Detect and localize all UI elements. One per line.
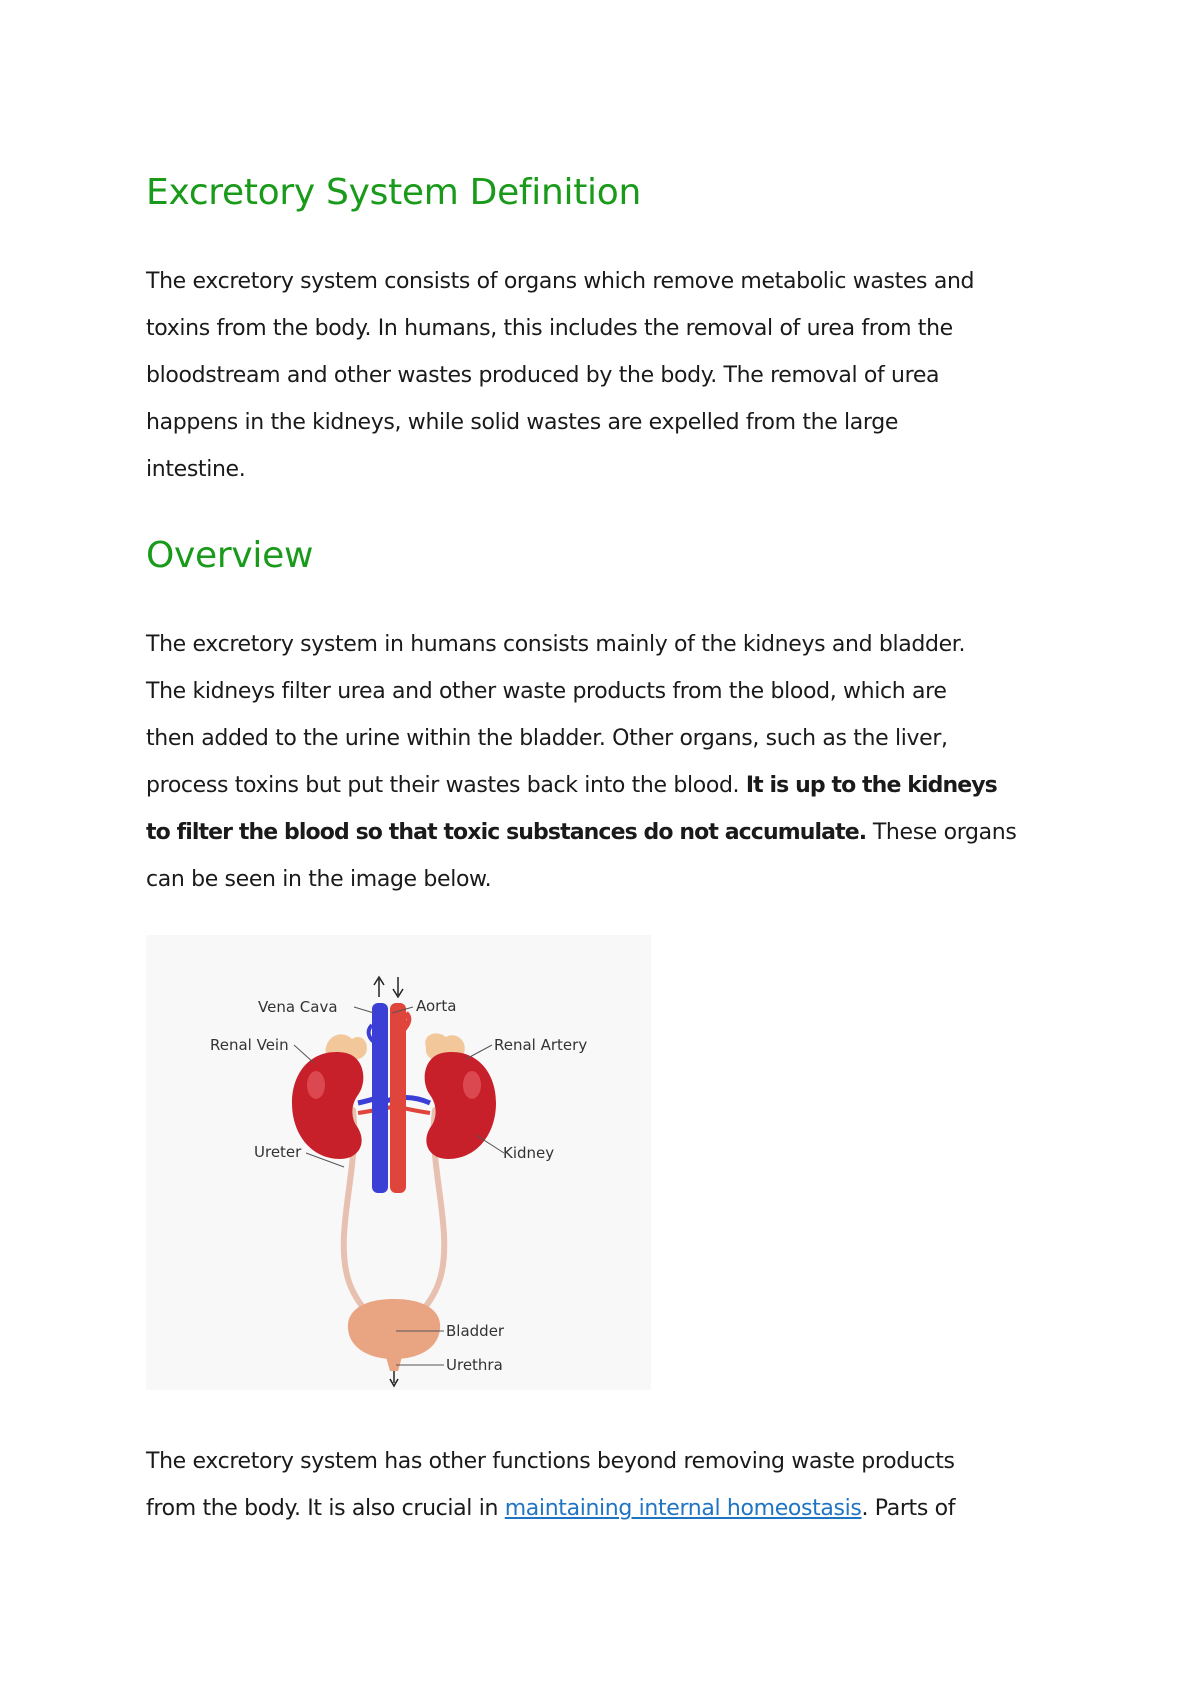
text-line: [146, 809, 1017, 856]
label-vena-cava: Vena Cava: [258, 998, 338, 1016]
text-line: The kidneys filter urea and other waste products from the blood, which are: [146, 679, 947, 704]
text-line: bloodstream and other wastes produced by the body. The removal of urea: [146, 363, 940, 388]
label-kidney: Kidney: [503, 1144, 555, 1162]
heading-definition: Excretory System Definition: [146, 172, 641, 213]
bladder: [348, 1299, 440, 1359]
functions-paragraph: [146, 1438, 955, 1532]
label-renal-vein: Renal Vein: [210, 1036, 289, 1054]
label-aorta: Aorta: [416, 997, 457, 1015]
text-line: intestine.: [146, 457, 246, 482]
text-line: then added to the urine within the bladder. Other organs, such as the liver,: [146, 726, 948, 751]
homeostasis-link[interactable]: maintaining internal homeostasis: [504, 1496, 862, 1521]
label-renal-artery: Renal Artery: [494, 1036, 588, 1054]
urethra: [386, 1357, 402, 1371]
label-ureter: Ureter: [254, 1143, 302, 1161]
definition-paragraph: [146, 258, 974, 493]
bold-emphasis: to filter the blood so that toxic substances do not accumulate.: [146, 820, 867, 845]
text-line: The excretory system has other functions beyond removing waste products: [146, 1449, 955, 1474]
text-line: The excretory system consists of organs which remove metabolic wastes and: [146, 269, 975, 294]
right-kidney: [425, 1052, 496, 1159]
text-segment: . Parts of: [861, 1496, 956, 1521]
overview-paragraph: [146, 621, 1017, 903]
text-line: [146, 1485, 955, 1532]
label-bladder: Bladder: [446, 1322, 505, 1340]
text-line: happens in the kidneys, while solid wastes are expelled from the large: [146, 410, 899, 435]
text-segment: These organs: [866, 820, 1017, 845]
text-segment: from the body. It is also crucial in: [146, 1496, 505, 1521]
bold-emphasis: It is up to the kidneys: [745, 773, 997, 798]
right-kidney-highlight: [463, 1071, 481, 1099]
vena-cava: [372, 1003, 388, 1193]
text-line: The excretory system in humans consists mainly of the kidneys and bladder.: [146, 632, 966, 657]
heading-overview: Overview: [146, 535, 314, 576]
text-segment: process toxins but put their wastes back into the blood.: [146, 773, 746, 798]
text-line: can be seen in the image below.: [146, 867, 492, 892]
text-line: toxins from the body. In humans, this includes the removal of urea from the: [146, 316, 953, 341]
label-urethra: Urethra: [446, 1356, 503, 1374]
excretory-system-diagram: [146, 935, 651, 1390]
text-line: [146, 762, 1017, 809]
left-kidney: [292, 1052, 363, 1159]
left-kidney-highlight: [307, 1071, 325, 1099]
